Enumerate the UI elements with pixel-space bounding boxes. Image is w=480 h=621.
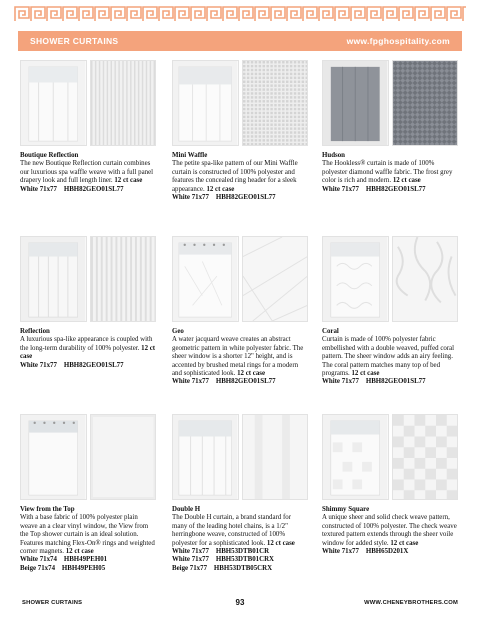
case-count: 12 ct case [206, 185, 235, 193]
product-sku: White 71x77 HBH82GEO01SL77 [172, 378, 276, 386]
section-title: SHOWER CURTAINS [30, 36, 119, 46]
case-count: 12 ct case [114, 177, 143, 185]
curtain-photo [172, 60, 239, 146]
product-mini-waffle [172, 60, 308, 202]
curtain-photo [322, 60, 389, 146]
product-sku: White 71x77 HBH82GEO01SL77 [322, 378, 426, 386]
fabric-swatch [90, 414, 157, 500]
product-sku: White 71x77 HBH53DTB01CRX [172, 556, 275, 564]
product-coral [322, 236, 458, 387]
product-double-h [172, 414, 308, 573]
product-name: Double H [172, 506, 201, 513]
product-sku: Beige 71x77 HBH53DTB05CRX [172, 564, 273, 572]
product-name: Reflection [20, 328, 50, 335]
fabric-swatch [392, 60, 459, 146]
curtain-photo [20, 414, 87, 500]
product-sku: White 71x77 HBH82GEO01SL77 [20, 361, 124, 369]
case-count: 12 ct case [65, 548, 94, 556]
product-name: Boutique Reflection [20, 152, 79, 159]
curtain-photo [172, 236, 239, 322]
product-name: Hudson [322, 152, 345, 159]
curtain-photo [20, 236, 87, 322]
product-shimmy-square [322, 414, 458, 556]
curtain-photo [322, 414, 389, 500]
website-link[interactable]: www.fpghospitality.com [346, 36, 450, 46]
product-view-from-the-top [20, 414, 156, 573]
product-name: Mini Waffle [172, 152, 208, 159]
product-reflection [20, 236, 156, 370]
curtain-photo [172, 414, 239, 500]
product-name: Geo [172, 328, 184, 335]
fabric-swatch [392, 236, 459, 322]
product-sku: White 71x74 HBH49PEH01 [20, 556, 108, 564]
fabric-swatch [90, 236, 157, 322]
product-description: A water jacquard weave creates an abstract geometric pattern in white polyester fabric. The sheer window is a shorter 12" height, and is accented by brushed metal rings for a modern and sophisticated look. [172, 336, 304, 378]
fabric-swatch [242, 414, 309, 500]
curtain-photo [322, 236, 389, 322]
product-description: The Double H curtain, a brand standard for many of the leading hotel chains, is a 1/2" herringbone weave, constructed of 100% polyester for a sophisticated look. [172, 514, 292, 547]
case-count: 12 ct case [351, 370, 380, 378]
product-description: The petite spa-like pattern of our Mini Waffle curtain is constructed of 100% polyester and features the concealed ring header for a sleek appearance. [172, 160, 298, 193]
product-sku: White 71x77 HBH82GEO01SL77 [322, 185, 426, 193]
product-name: Shimmy Square [322, 506, 370, 513]
curtain-photo [20, 60, 87, 146]
product-sku: White 71x77 HBH53DTB01CR [172, 548, 270, 556]
product-sku: Beige 71x74 HBH49PEH05 [20, 564, 106, 572]
case-count: 12 ct case [392, 177, 421, 185]
greek-key-border [14, 6, 466, 22]
fabric-swatch [90, 60, 157, 146]
fabric-swatch [242, 60, 309, 146]
product-sku: White 71x77 HBH65D201X [322, 548, 409, 556]
header-bar [18, 31, 462, 51]
product-hudson [322, 60, 458, 194]
product-name: View from the Top [20, 506, 75, 513]
product-name: Coral [322, 328, 339, 335]
product-sku: White 71x77 HBH82GEO01SL77 [20, 185, 124, 193]
product-geo [172, 236, 308, 387]
footer-section-label: SHOWER CURTAINS [22, 600, 83, 606]
fabric-swatch [242, 236, 309, 322]
case-count: 12 ct case [390, 539, 419, 547]
footer-website[interactable]: WWW.CHENEYBROTHERS.COM [364, 600, 458, 606]
page-number: 93 [235, 598, 245, 607]
case-count: 12 ct case [237, 370, 266, 378]
product-boutique-reflection [20, 60, 156, 194]
product-description: The Hookless® curtain is made of 100% polyester diamond waffle fabric. The frost grey color is rich and modern. [322, 160, 453, 185]
product-description: Curtain is made of 100% polyester fabric embellished with a double weaved, puffed coral pattern. The sheer window adds an airy feeling. The coral pattern matches many top of bed programs. [322, 336, 455, 378]
product-description: A luxurious spa-like appearance is coupled with the long-term durability of 100% polyester. [20, 336, 153, 352]
case-count: 12 ct case [266, 539, 295, 547]
fabric-swatch [392, 414, 459, 500]
product-description: The new Boutique Reflection curtain combines our luxurious spa waffle weave with a full panel drapery look and full length liner. [20, 160, 154, 185]
product-description: A unique sheer and solid check weave pattern, constructed of 100% polyester. The check weave textured pattern extends through the sheer voile window for added style. [322, 514, 457, 547]
product-description: With a base fabric of 100% polyester plain weave an a clear vinyl window, the View from the Top shower curtain is an ideal solution. Features matching Flex-On® rings and weighted corner magnets. [20, 514, 155, 556]
case-count: 12 ct case [20, 344, 156, 361]
product-sku: White 71x77 HBH82GEO01SL77 [172, 194, 276, 202]
